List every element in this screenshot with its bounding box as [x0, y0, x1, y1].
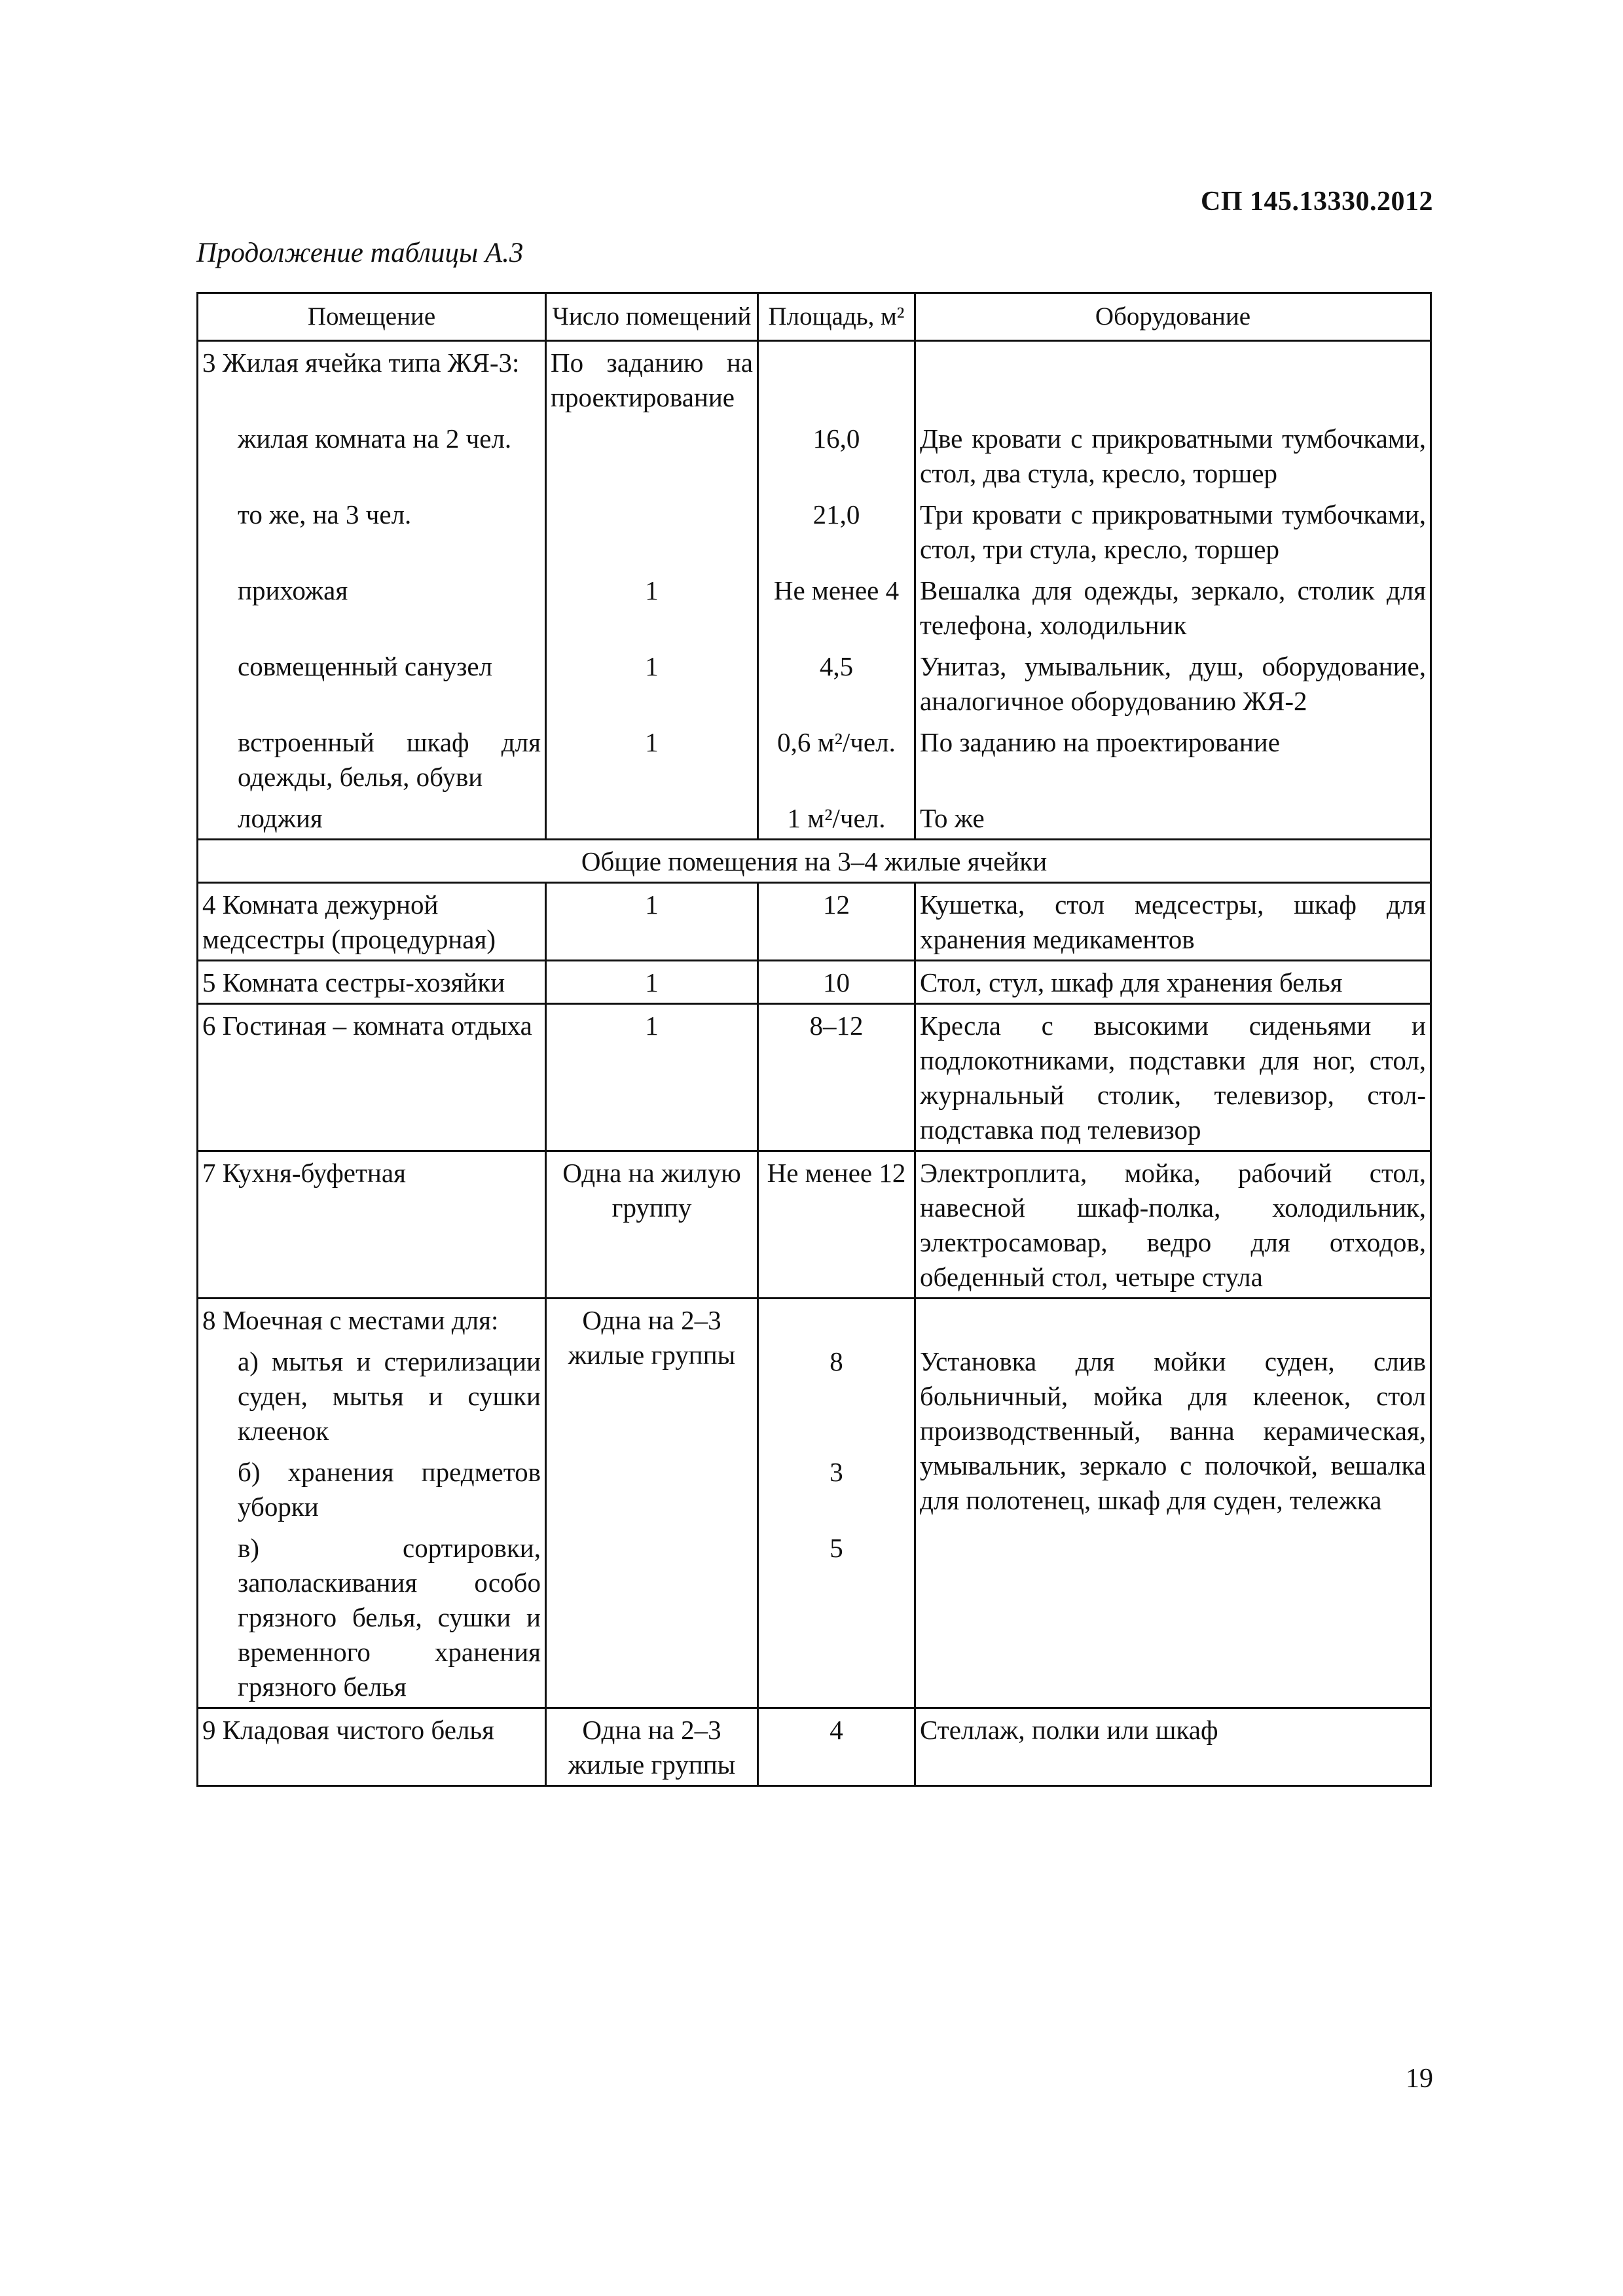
- count-cell: 1: [546, 721, 758, 797]
- table-row: [198, 1340, 1431, 1451]
- count-cell: 1: [546, 883, 758, 961]
- area-cell: 10: [758, 961, 915, 1004]
- area-cell: 8–12: [758, 1004, 915, 1151]
- table-row: [198, 341, 1431, 418]
- count-cell: 1: [546, 961, 758, 1004]
- count-cell: [546, 797, 758, 840]
- table-header-row: [198, 293, 1431, 341]
- document-code: СП 145.13330.2012: [1201, 187, 1433, 217]
- area-cell: 4: [758, 1708, 915, 1786]
- area-cell: 1 м²/чел.: [758, 797, 915, 840]
- room-cell: 4 Комната дежурной медсестры (процедурная): [198, 883, 546, 961]
- equipment-cell: Три кровати с прикроватными тумбочками, стол, три стула, кресло, торшер: [915, 493, 1431, 569]
- area-cell: 5: [758, 1527, 915, 1708]
- area-cell: 3: [758, 1451, 915, 1527]
- equipment-cell: Электроплита, мойка, рабочий стол, навесной шкаф-полка, холодильник, электросамовар, ведро для отходов, обеденный стол, четыре стула: [915, 1151, 1431, 1299]
- equipment-cell: Стеллаж, полки или шкаф: [915, 1708, 1431, 1786]
- column-header-area: Площадь, м²: [758, 293, 915, 341]
- table-caption: Продолжение таблицы А.3: [196, 238, 524, 268]
- table-row: [198, 1004, 1431, 1151]
- area-cell: Не менее 12: [758, 1151, 915, 1299]
- equipment-cell: Две кровати с прикроватными тумбочками, стол, два стула, кресло, торшер: [915, 418, 1431, 493]
- area-cell: [758, 341, 915, 418]
- equipment-cell: То же: [915, 797, 1431, 840]
- equipment-cell: Вешалка для одежды, зеркало, столик для телефона, холодильник: [915, 569, 1431, 645]
- area-cell: 12: [758, 883, 915, 961]
- equipment-cell: Стол, стул, шкаф для хранения белья: [915, 961, 1431, 1004]
- area-cell: [758, 1299, 915, 1341]
- table-row: [198, 493, 1431, 569]
- section-heading-row: [198, 840, 1431, 883]
- table-row: [198, 961, 1431, 1004]
- count-cell: Одна на жилую группу: [546, 1151, 758, 1299]
- room-cell: а) мытья и стерилизации суден, мытья и сушки клеенок: [198, 1340, 546, 1451]
- equipment-cell-spacer: [915, 1299, 1431, 1341]
- table-row: [198, 1708, 1431, 1786]
- table-row: [198, 1299, 1431, 1341]
- count-cell: Одна на 2–3 жилые группы: [546, 1299, 758, 1708]
- equipment-cell: Установка для мойки суден, слив больничный, мойка для клеенок, стол производственный, ванна керамическая, умывальник, зеркало с полочкой, вешалка для полотенец, шкаф для суден, тележка: [915, 1340, 1431, 1708]
- count-cell: 1: [546, 1004, 758, 1151]
- table-row: [198, 1151, 1431, 1299]
- equipment-cell: [915, 341, 1431, 418]
- room-cell: 3 Жилая ячейка типа ЖЯ-3:: [198, 341, 546, 418]
- room-cell: то же, на 3 чел.: [198, 493, 546, 569]
- room-cell: прихожая: [198, 569, 546, 645]
- area-cell: Не менее 4: [758, 569, 915, 645]
- area-cell: 21,0: [758, 493, 915, 569]
- count-cell: 1: [546, 645, 758, 721]
- equipment-cell: Унитаз, умывальник, душ, оборудование, аналогичное оборудованию ЖЯ-2: [915, 645, 1431, 721]
- equipment-cell: По заданию на проектирование: [915, 721, 1431, 797]
- count-cell: 1: [546, 569, 758, 645]
- table-row: [198, 883, 1431, 961]
- column-header-equipment: Оборудование: [915, 293, 1431, 341]
- room-cell: 8 Моечная с местами для:: [198, 1299, 546, 1341]
- area-cell: 8: [758, 1340, 915, 1451]
- count-cell: [546, 493, 758, 569]
- table-row: [198, 645, 1431, 721]
- room-cell: встроенный шкаф для одежды, белья, обуви: [198, 721, 546, 797]
- equipment-cell: Кушетка, стол медсестры, шкаф для хранения медикаментов: [915, 883, 1431, 961]
- count-cell: [546, 418, 758, 493]
- room-cell: 5 Комната сестры-хозяйки: [198, 961, 546, 1004]
- room-cell: жилая комната на 2 чел.: [198, 418, 546, 493]
- column-header-room: Помещение: [198, 293, 546, 341]
- column-header-count: Число помещений: [546, 293, 758, 341]
- room-cell: 9 Кладовая чистого белья: [198, 1708, 546, 1786]
- room-cell: в) сортировки, заполаскивания особо грязного белья, сушки и временного хранения грязного белья: [198, 1527, 546, 1708]
- equipment-cell: Кресла с высокими сиденьями и подлокотниками, подставки для ног, стол, журнальный столик, телевизор, стол-подставка под телевизор: [915, 1004, 1431, 1151]
- count-cell: Одна на 2–3 жилые группы: [546, 1708, 758, 1786]
- room-cell: б) хранения предметов уборки: [198, 1451, 546, 1527]
- page-number: 19: [1406, 2064, 1433, 2094]
- room-cell: 7 Кухня-буфетная: [198, 1151, 546, 1299]
- table-row: [198, 569, 1431, 645]
- room-cell: лоджия: [198, 797, 546, 840]
- area-cell: 0,6 м²/чел.: [758, 721, 915, 797]
- room-cell: совмещенный санузел: [198, 645, 546, 721]
- table-row: [198, 418, 1431, 493]
- count-cell: По заданию на проектирование: [546, 341, 758, 418]
- room-cell: 6 Гостиная – комната отдыха: [198, 1004, 546, 1151]
- area-cell: 4,5: [758, 645, 915, 721]
- table-row: [198, 721, 1431, 797]
- area-cell: 16,0: [758, 418, 915, 493]
- rooms-table: [196, 292, 1432, 1787]
- section-heading: Общие помещения на 3–4 жилые ячейки: [198, 840, 1431, 883]
- table-row: [198, 797, 1431, 840]
